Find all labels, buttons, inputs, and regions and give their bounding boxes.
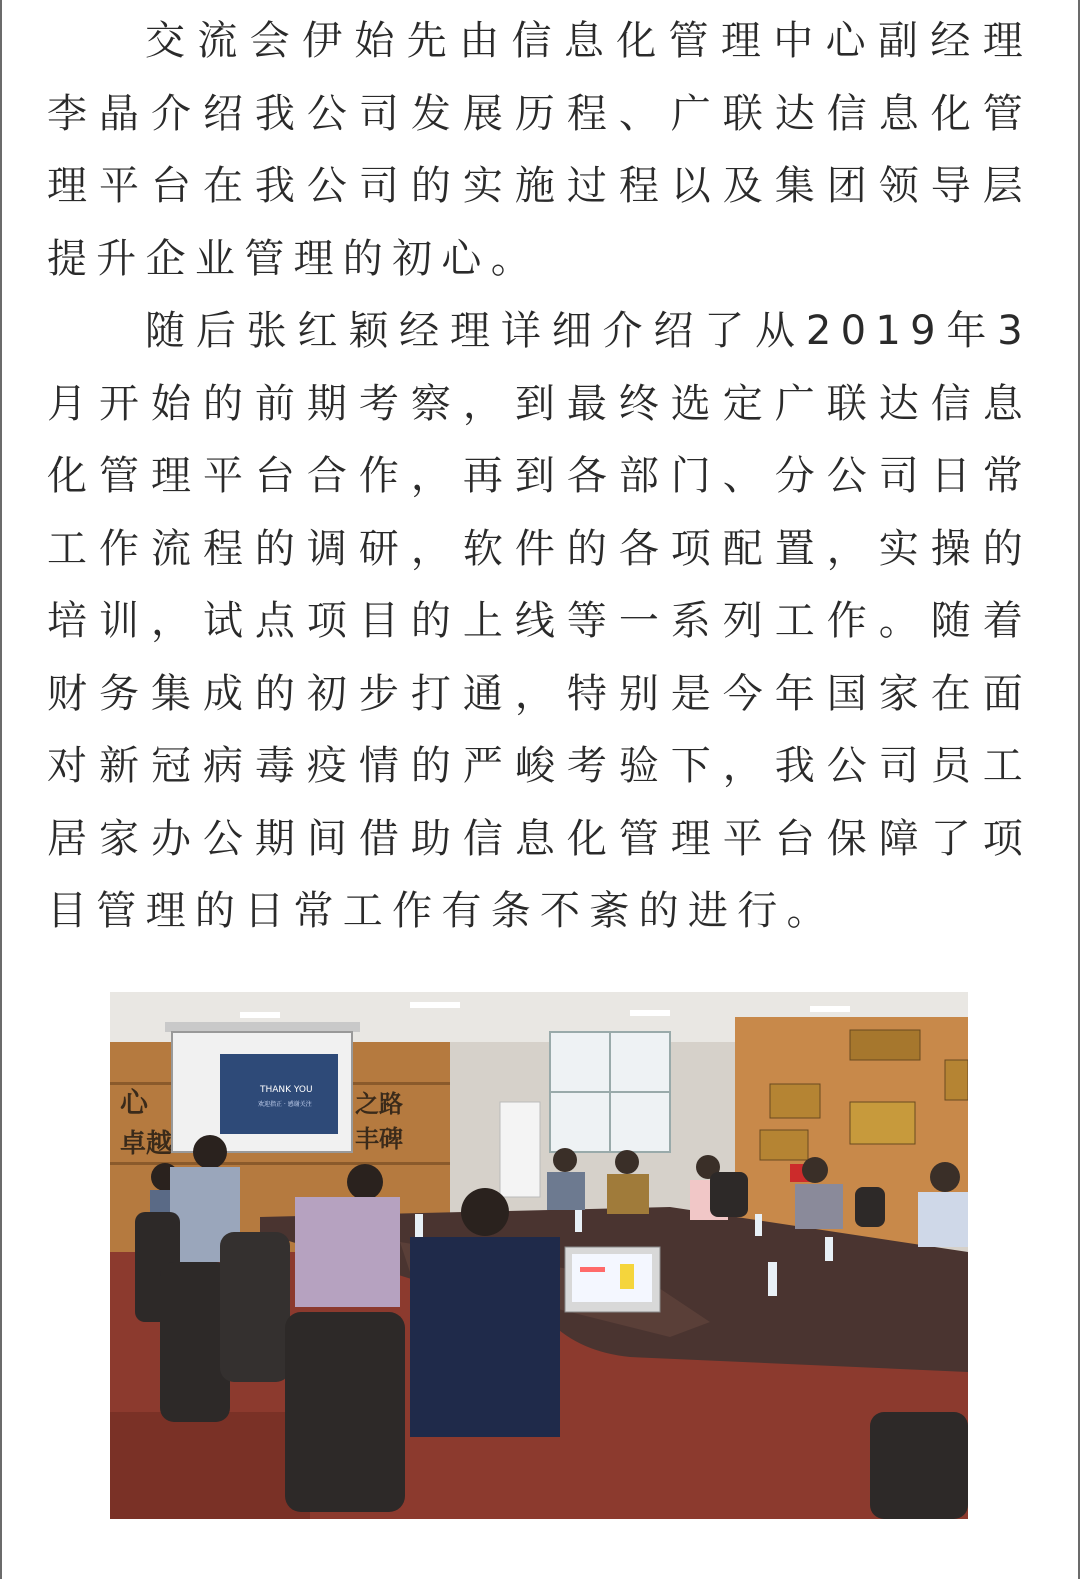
meeting-photo xyxy=(110,992,968,1519)
screen-subtitle: 欢迎指正 · 感谢关注 xyxy=(258,1101,312,1108)
wall-text-left-bottom: 卓越 xyxy=(120,1129,173,1159)
wall-text-right-top: 之路 xyxy=(355,1089,403,1118)
screen-title: THANK YOU xyxy=(260,1085,313,1095)
paragraph-intro: 交流会伊始先由信息化管理中心副经理李晶介绍我公司发展历程、广联达信息化管理平台在我公司的实施过程以及集团领导层提升企业管理的初心。 xyxy=(47,18,1032,282)
wall-text-left-top: 心 xyxy=(120,1086,149,1119)
wall-text-right-bottom: 丰碑 xyxy=(355,1124,403,1153)
paragraph-detail: 随后张红颖经理详细介绍了从2019年3月开始的前期考察，到最终选定广联达信息化管理平台合作，再到各部门、分公司日常工作流程的调研，软件的各项配置，实操的培训，试点项目的上线等一系列工作。随着财务集成的初步打通，特别是今年国家在面对新冠病毒疫情的严峻考验下，我公司员工居家办公期间借助信息化管理平台保障了项目管理的日常工作有条不紊的进行。 xyxy=(47,308,1032,934)
